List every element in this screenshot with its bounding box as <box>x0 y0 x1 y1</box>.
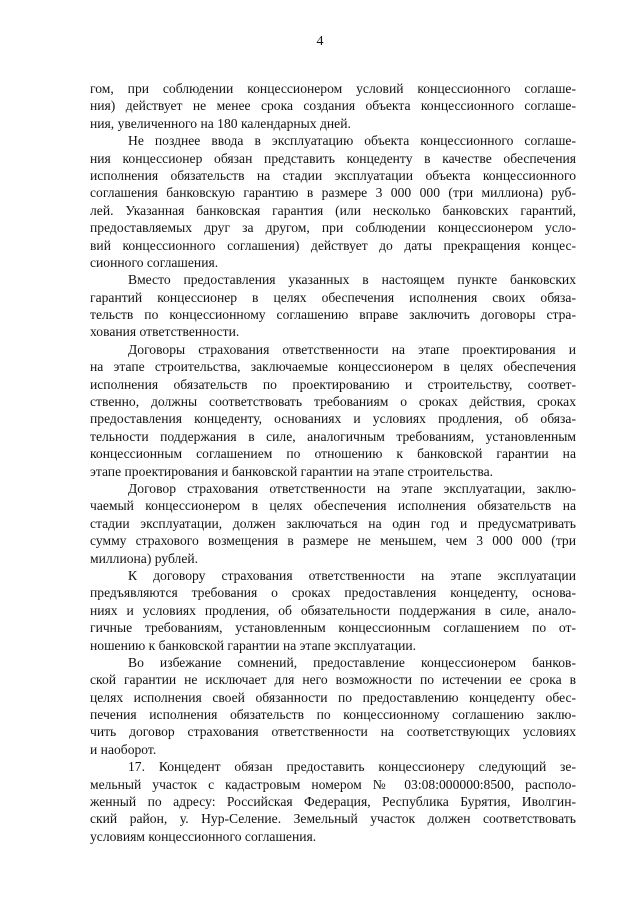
text-line: исполнения обязательств по проектированию и строительству, соответ- <box>90 376 576 392</box>
text-line: Вместо предоставления указанных в настоящем пункте банковских <box>128 272 576 288</box>
text-line: ния концессионер обязан представить концеденту в качестве обеспечения <box>90 150 576 166</box>
text-line: мельный участок с кадастровым номером № 03:08:000000:8500, располо- <box>90 776 576 792</box>
text-line: вий концессионного соглашения) действует до даты прекращения концес- <box>90 237 576 253</box>
text-line: чаемый концессионером в целях обеспечения исполнения обязательств на <box>90 498 576 514</box>
text-line: ской гарантии не исключает для него возможности по истечении ее срока в <box>90 672 576 688</box>
text-line: целях исполнения своей обязанности по предоставлению концеденту обес- <box>90 689 576 705</box>
text-line: Во избежание сомнений, предоставление концессионером банков- <box>128 654 576 670</box>
text-line: ственно, должны соответствовать требованиям о сроках действия, сроках <box>90 394 576 410</box>
text-line: Договоры страхования ответственности на этапе проектирования и <box>128 341 576 357</box>
text-line: гичные требованиям, установленным концессионным соглашением по от- <box>90 620 576 636</box>
text-line: 17. Концедент обязан предоставить концессионеру следующий зе- <box>128 759 576 775</box>
text-line: сумму страхового возмещения в размере не меньшем, чем 3 000 000 (три <box>90 533 576 549</box>
text-line: условиям концессионного соглашения. <box>90 828 317 844</box>
text-line: лей. Указанная банковская гарантия (или несколько банковских гарантий, <box>90 202 576 218</box>
text-line: женный по адресу: Российская Федерация, Республика Бурятия, Иволгин- <box>90 794 576 810</box>
text-line: ский район, у. Нур-Селение. Земельный участок должен соответствовать <box>90 811 576 827</box>
text-line: исполнения обязательств на стадии эксплуатации объекта концессионного <box>90 167 576 183</box>
text-line: и наоборот. <box>90 741 157 757</box>
page-number: 4 <box>316 34 324 49</box>
text-line: на этапе строительства, заключаемые концессионером в целях обеспечения <box>90 359 576 375</box>
text-line: тельности поддержания в силе, аналогичным требованиям, установленным <box>90 428 576 444</box>
text-line: гом, при соблюдении концессионером условий концессионного соглаше- <box>90 81 576 96</box>
text-line: концессионным соглашением по отношению к банковской гарантии на <box>90 446 576 462</box>
text-line: предоставления концеденту, основаниях и условиях продления, об обяза- <box>90 411 576 427</box>
text-line: ношению к банковской гарантии на этапе эксплуатации. <box>90 637 417 653</box>
text-line: К договору страхования ответственности на этапе эксплуатации <box>128 567 576 583</box>
document-body <box>90 80 576 845</box>
text-line: Договор страхования ответственности на этапе эксплуатации, заклю- <box>128 480 576 496</box>
text-line: ния) действует не менее срока создания объекта концессионного соглаше- <box>90 98 576 114</box>
text-line: предоставляемых друг за другом, при соблюдении концессионером усло- <box>90 220 576 236</box>
text-line: сионного соглашения. <box>90 254 219 270</box>
text-line: ниях и условиях продления, об обязательности поддержания в силе, анало- <box>90 602 576 618</box>
text-line: миллиона) рублей. <box>90 550 199 566</box>
text-line: хования ответственности. <box>90 324 240 340</box>
text-line: стадии эксплуатации, должен заключаться на один год и предусматривать <box>90 515 576 531</box>
text-line: предъявляются требования о сроках предоставления концеденту, основа- <box>90 585 576 601</box>
text-line: этапе проектирования и банковской гарантии на этапе строительства. <box>90 463 494 479</box>
text-line: гарантий концессионер в целях обеспечения исполнения своих обяза- <box>90 289 576 305</box>
text-line: печения исполнения обязательств по концессионному соглашению заклю- <box>90 707 576 723</box>
text-line: тельств по концессионному соглашению вправе заключить договоры стра- <box>90 307 576 323</box>
text-line: чить договор страхования ответственности на соответствующих условиях <box>90 724 576 740</box>
text-line: Не позднее ввода в эксплуатацию объекта концессионного соглаше- <box>128 133 576 149</box>
text-line: соглашения банковскую гарантию в размере 3 000 000 (три миллиона) руб- <box>90 185 576 201</box>
text-line: ния, увеличенного на 180 календарных дней. <box>90 115 351 131</box>
